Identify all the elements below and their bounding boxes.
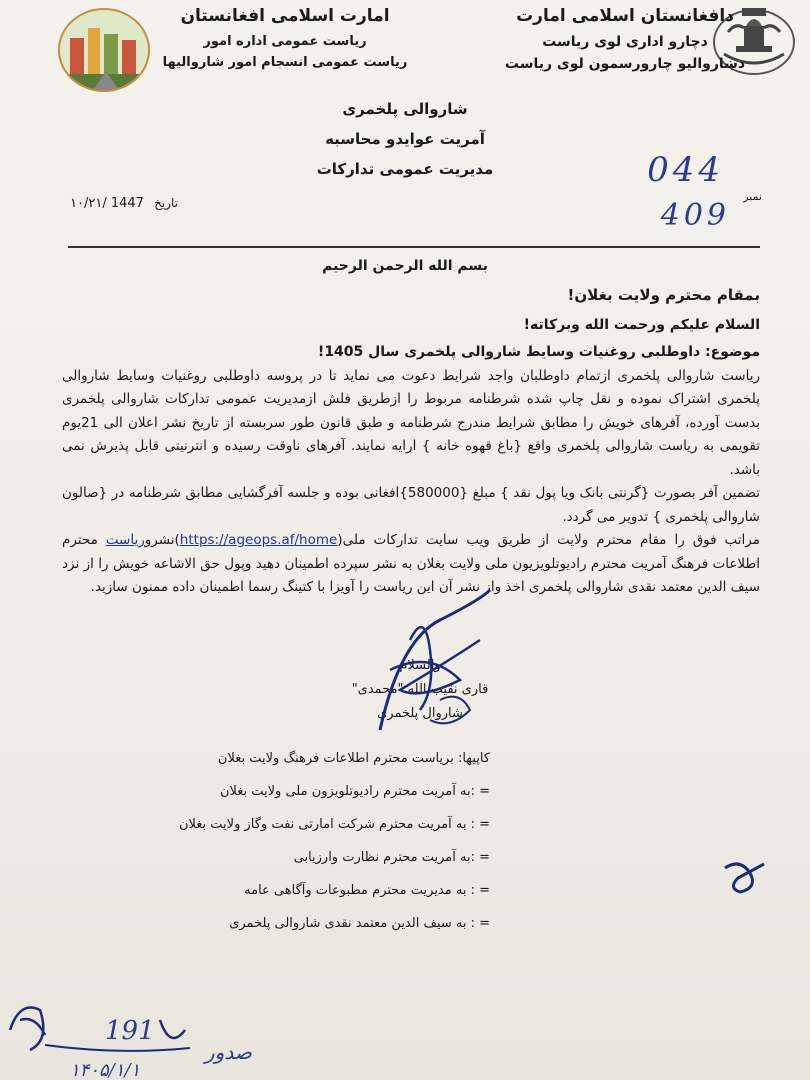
header-divider [68, 246, 760, 248]
copy-item: = : به آمریت محترم شرکت امارتی نفت وگاز ولایت بغلان [178, 817, 490, 832]
copy-item: = :به آمریت محترم نظارت وارزیابی [293, 850, 490, 865]
paragraph-2: تضمین آفر بصورت {گرنتی بانک ویا پول نقد } مبلغ {580000}افغانی بوده و جلسه آفرگشایی مطابق شرطنامه در {صالون شاروالی پلخمری } تدویر می گردد. [62, 485, 760, 525]
letter-body [62, 284, 760, 600]
paragraph-1: ریاست شاروالی پلخمری ازتمام داوطلبان واجد شرایط دعوت می نماید تا در پروسه داوطلبی روغنیات وسایط شاروالی پلخمری اشتراک نموده و نقل چاپ شده شرطنامه مربوط را ازطریق فلش ازمدیریت عمومی تدارکات شاروالی پلخمری بدست آورده، آفرهای خویش را مطابق شرایط مندرج شرطنامه و طبق قانون طور سربسته از تاریخ نشر اعلان الی 21یوم تقویمی به ریاست شاروالی پلخمری واقع {باغ قهوه خانه } ارایه نمایند. آفرهای ناوقت رسیده و انترنیتی قابل پذیرش نمی باشد. [62, 367, 760, 478]
header-left [160, 6, 410, 70]
signature-block [340, 654, 500, 726]
number-value2-handwritten: 409 [660, 198, 730, 233]
bismillah: بسم الله الرحمن الرحیم [322, 258, 488, 274]
subject: موضوع: داوطلبی روغنیات وسایط شاروالی پلخمری سال 1405! [317, 344, 760, 360]
copy-item: = : به سیف الدین معتمد نقدی شاروالی پلخمری [229, 916, 490, 931]
paragraph-3 [62, 529, 760, 600]
header-left-line1: امارت اسلامی افغانستان [180, 6, 390, 26]
paragraph-3-mid: )نشرو [144, 532, 180, 548]
bottom-handwritten-date: ۱۴۰۵/۱/۱ [70, 1060, 141, 1080]
paragraph-3-rest: محترم اطلاعات فرهنگ آمریت محترم رادیوتلویزیون ملی ولایت بغلان به نشر سپرده اطمینان دهید وپول حق الاشاعه خویش را از نزد سیف الدین معتمد نقدی شاروالی پلخمری اخذ واز نشر آن این ریاست را آویزا با کتینگ رسما اطمینان داده ممنون سازید. [62, 532, 760, 595]
greeting: السلام علیکم ورحمت الله وبرکاته! [523, 316, 760, 333]
bottom-handwritten-word: صدور [205, 1040, 252, 1064]
signatory-name: قاری نقیب الله "محمدی" [351, 682, 489, 697]
municipality-logo-icon [58, 8, 150, 92]
addressee: بمقام محترم ولایت بغلان! [567, 286, 760, 304]
header-right-line2: دچارو اداری لوی ریاست [542, 34, 708, 50]
signatory-title: شاروال پلخمری [377, 706, 463, 721]
date-label: تاریخ [154, 196, 178, 210]
number-value-handwritten: 044 [647, 150, 724, 190]
header-left-line2: ریاست عمومی اداره امور [203, 34, 367, 49]
ageops-link[interactable]: https://ageops.af/home [179, 532, 338, 548]
handwritten-mark [720, 858, 770, 898]
riyasat-link[interactable]: ریاست [105, 532, 145, 548]
office-line2: آمریت عوایدو محاسبه [325, 130, 485, 148]
date-value: 1447 /۱۰/۲۱ [70, 196, 144, 211]
copy-item: = : به مدیریت محترم مطبوعات وآگاهی عامه [244, 883, 490, 898]
header-right-line1: دافغانستان اسلامی امارت [516, 6, 734, 26]
office-line3: مدیریت عمومی تدارکات [316, 160, 494, 178]
closing: والسلام [399, 658, 441, 673]
number-label: نمبر [743, 190, 762, 203]
header-right-line3: دښاروالیو چارورسمون لوی ریاست [504, 56, 746, 72]
paragraph-3-start: مراتب فوق را مقام محترم ولایت از طریق ویب سایت تدارکات ملی( [337, 532, 760, 548]
copy-item: = :به آمریت محترم رادیوتلویزون ملی ولایت بغلان [219, 784, 490, 799]
header-right [480, 6, 770, 72]
date-line [70, 196, 178, 211]
copies-list [60, 742, 490, 940]
header-left-line3: ریاست عمومی انسجام امور شاروالیها [162, 55, 408, 70]
copies-heading: کاپیها: بریاست محترم اطلاعات فرهنگ ولایت بغلان [217, 751, 490, 766]
bottom-handwritten-number: 191 [105, 1016, 155, 1046]
office-line1: شاروالی پلخمری [342, 100, 468, 118]
